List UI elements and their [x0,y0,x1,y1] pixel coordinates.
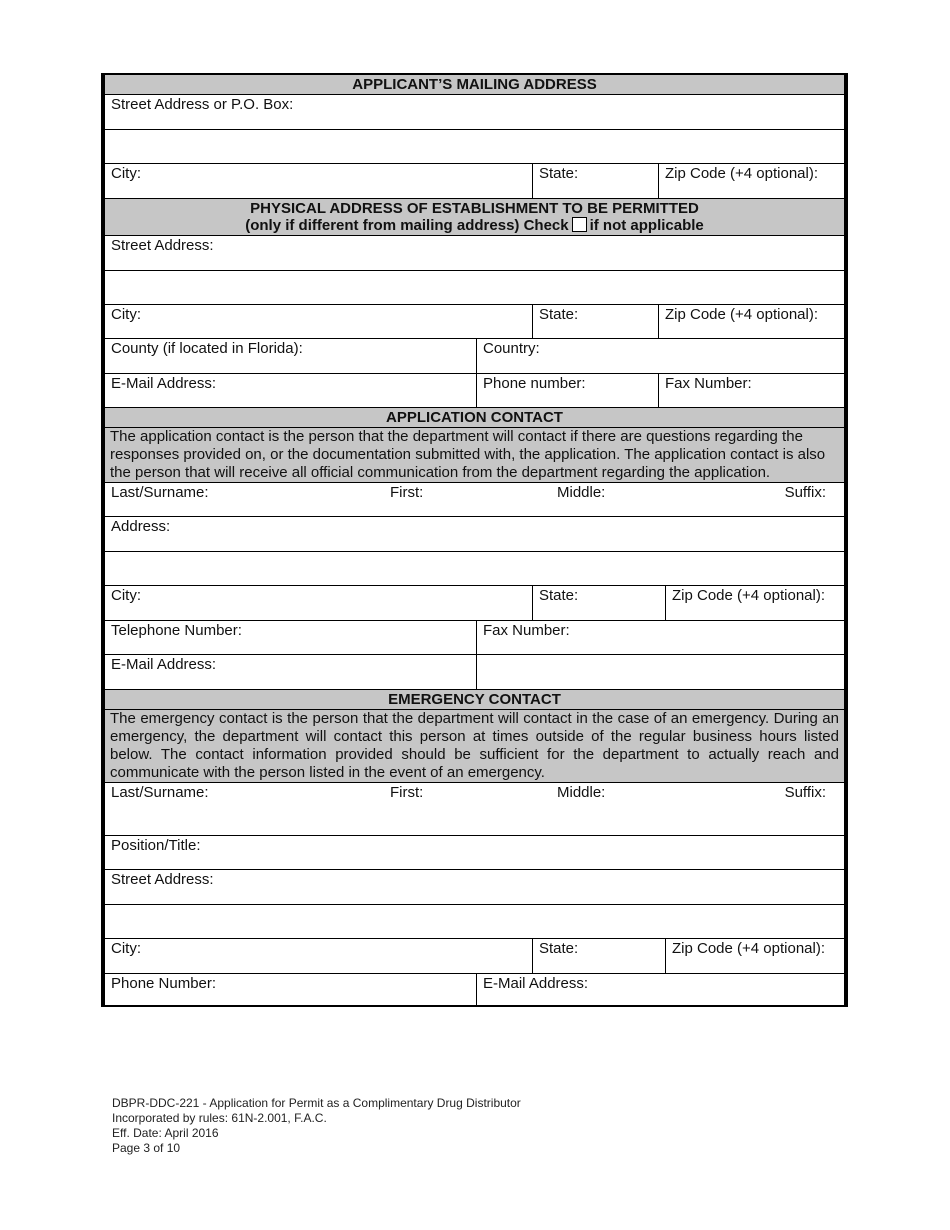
footer-page-number: Page 3 of 10 [112,1141,181,1155]
physical-country-label: Country: [483,340,540,357]
physical-county-row [105,339,844,374]
app-contact-description: The application contact is the person that the department will contact if there are questions regarding the responses provided on, or the documentation submitted with, the application. The application contact is also the person that will receive all official communication from the department regarding the application. [105,428,844,482]
app-contact-phone-row [105,621,844,655]
app-contact-city-label: City: [111,587,141,604]
physical-contact-row [105,374,844,408]
mailing-header-row [105,75,844,95]
app-contact-suffix-label: Suffix: [784,484,826,501]
physical-fax-label: Fax Number: [665,375,752,392]
emergency-first-label: First: [390,784,424,801]
physical-email-field[interactable] [105,374,476,407]
emergency-city-row [105,939,844,974]
app-contact-email-label: E-Mail Address: [111,656,217,673]
application-form [101,73,848,1007]
app-contact-name-row[interactable] [105,483,844,517]
physical-email-label: E-Mail Address: [111,375,217,392]
emergency-name-field[interactable] [105,783,844,835]
emergency-phone-field[interactable] [105,974,476,1005]
mailing-state-field[interactable] [532,164,658,198]
app-contact-email-row [105,655,844,690]
app-contact-email-field[interactable] [105,655,476,689]
form-footer [112,1096,521,1156]
emergency-header: EMERGENCY CONTACT [105,690,844,709]
app-contact-telephone-field[interactable] [105,621,476,654]
emergency-phone-row [105,974,844,1007]
physical-county-field[interactable] [105,339,476,373]
physical-state-label: State: [539,306,579,323]
physical-county-label: County (if located in Florida): [111,340,303,357]
app-contact-middle-label: Middle: [557,484,606,501]
emergency-phone-label: Phone Number: [111,975,217,992]
mailing-header: APPLICANT’S MAILING ADDRESS [105,75,844,94]
app-contact-state-label: State: [539,587,579,604]
physical-header-row [105,199,844,236]
mailing-city-label: City: [111,165,141,182]
mailing-city-row [105,164,844,199]
physical-city-row [105,305,844,339]
footer-form-id: DBPR-DDC-221 - Application for Permit as a Complimentary Drug Distributor [112,1096,521,1110]
emergency-email-field[interactable] [476,974,844,1005]
app-contact-zip-field[interactable] [665,586,844,620]
mailing-state-label: State: [539,165,579,182]
app-contact-address-field[interactable] [105,517,844,552]
app-contact-zip-label: Zip Code (+4 optional): [672,587,826,604]
app-contact-address-label: Address: [111,518,171,535]
physical-street-line2-field[interactable] [105,271,844,305]
physical-city-label: City: [111,306,141,323]
physical-header-line2: (only if different from mailing address) Check if not applicable [245,217,704,234]
app-contact-first-label: First: [390,484,424,501]
physical-state-field[interactable] [532,305,658,338]
emergency-last-label: Last/Surname: [111,784,209,801]
app-contact-header: APPLICATION CONTACT [105,408,844,427]
emergency-street-label: Street Address: [111,871,214,888]
emergency-city-label: City: [111,940,141,957]
emergency-position-label: Position/Title: [111,837,201,854]
app-contact-city-row [105,586,844,621]
physical-city-field[interactable] [105,305,532,338]
physical-street-field[interactable] [105,236,844,271]
emergency-state-label: State: [539,940,579,957]
emergency-header-row [105,690,844,710]
emergency-description: The emergency contact is the person that the department will contact in the case of an emergency. During an emergency, the department will contact this person at times outside of the regular business hours listed below. The contact information provided should be sufficient for the department to actually reach and communicate with the person listed in the event of an emergency. [105,710,844,782]
physical-country-field[interactable] [476,339,844,373]
physical-fax-field[interactable] [658,374,844,407]
emergency-zip-field[interactable] [665,939,844,973]
app-contact-description-row [105,428,844,483]
mailing-zip-label: Zip Code (+4 optional): [665,165,819,182]
app-contact-state-field[interactable] [532,586,665,620]
mailing-street-field[interactable] [105,95,844,130]
physical-header-line1: PHYSICAL ADDRESS OF ESTABLISHMENT TO BE PERMITTED [250,200,699,217]
emergency-zip-label: Zip Code (+4 optional): [672,940,826,957]
emergency-position-field[interactable] [105,836,844,870]
physical-header [105,199,844,235]
physical-zip-label: Zip Code (+4 optional): [665,306,819,323]
emergency-state-field[interactable] [532,939,665,973]
emergency-street-field[interactable] [105,870,844,905]
emergency-description-row [105,710,844,783]
physical-street-label: Street Address: [111,237,214,254]
mailing-zip-field[interactable] [658,164,844,198]
app-contact-address-line2-field[interactable] [105,552,844,586]
mailing-street-line2-field[interactable] [105,130,844,164]
mailing-city-field[interactable] [105,164,532,198]
app-contact-fax-field[interactable] [476,621,844,654]
app-contact-fax-label: Fax Number: [483,622,570,639]
not-applicable-checkbox[interactable] [572,217,587,232]
app-contact-telephone-label: Telephone Number: [111,622,242,639]
emergency-street-line2-field[interactable] [105,905,844,939]
emergency-email-label: E-Mail Address: [483,975,589,992]
app-contact-city-field[interactable] [105,586,532,620]
emergency-suffix-label: Suffix: [784,784,826,801]
emergency-name-row[interactable] [105,783,844,836]
app-contact-last-label: Last/Surname: [111,484,209,501]
physical-phone-field[interactable] [476,374,658,407]
footer-effective-date: Eff. Date: April 2016 [112,1126,219,1140]
app-contact-email-value-field[interactable] [476,655,844,689]
app-contact-name-field[interactable] [105,483,844,516]
app-contact-header-row [105,408,844,428]
emergency-middle-label: Middle: [557,784,606,801]
emergency-city-field[interactable] [105,939,532,973]
footer-rules: Incorporated by rules: 61N-2.001, F.A.C. [112,1111,327,1125]
physical-zip-field[interactable] [658,305,844,338]
physical-phone-label: Phone number: [483,375,586,392]
mailing-street-label: Street Address or P.O. Box: [111,96,294,113]
